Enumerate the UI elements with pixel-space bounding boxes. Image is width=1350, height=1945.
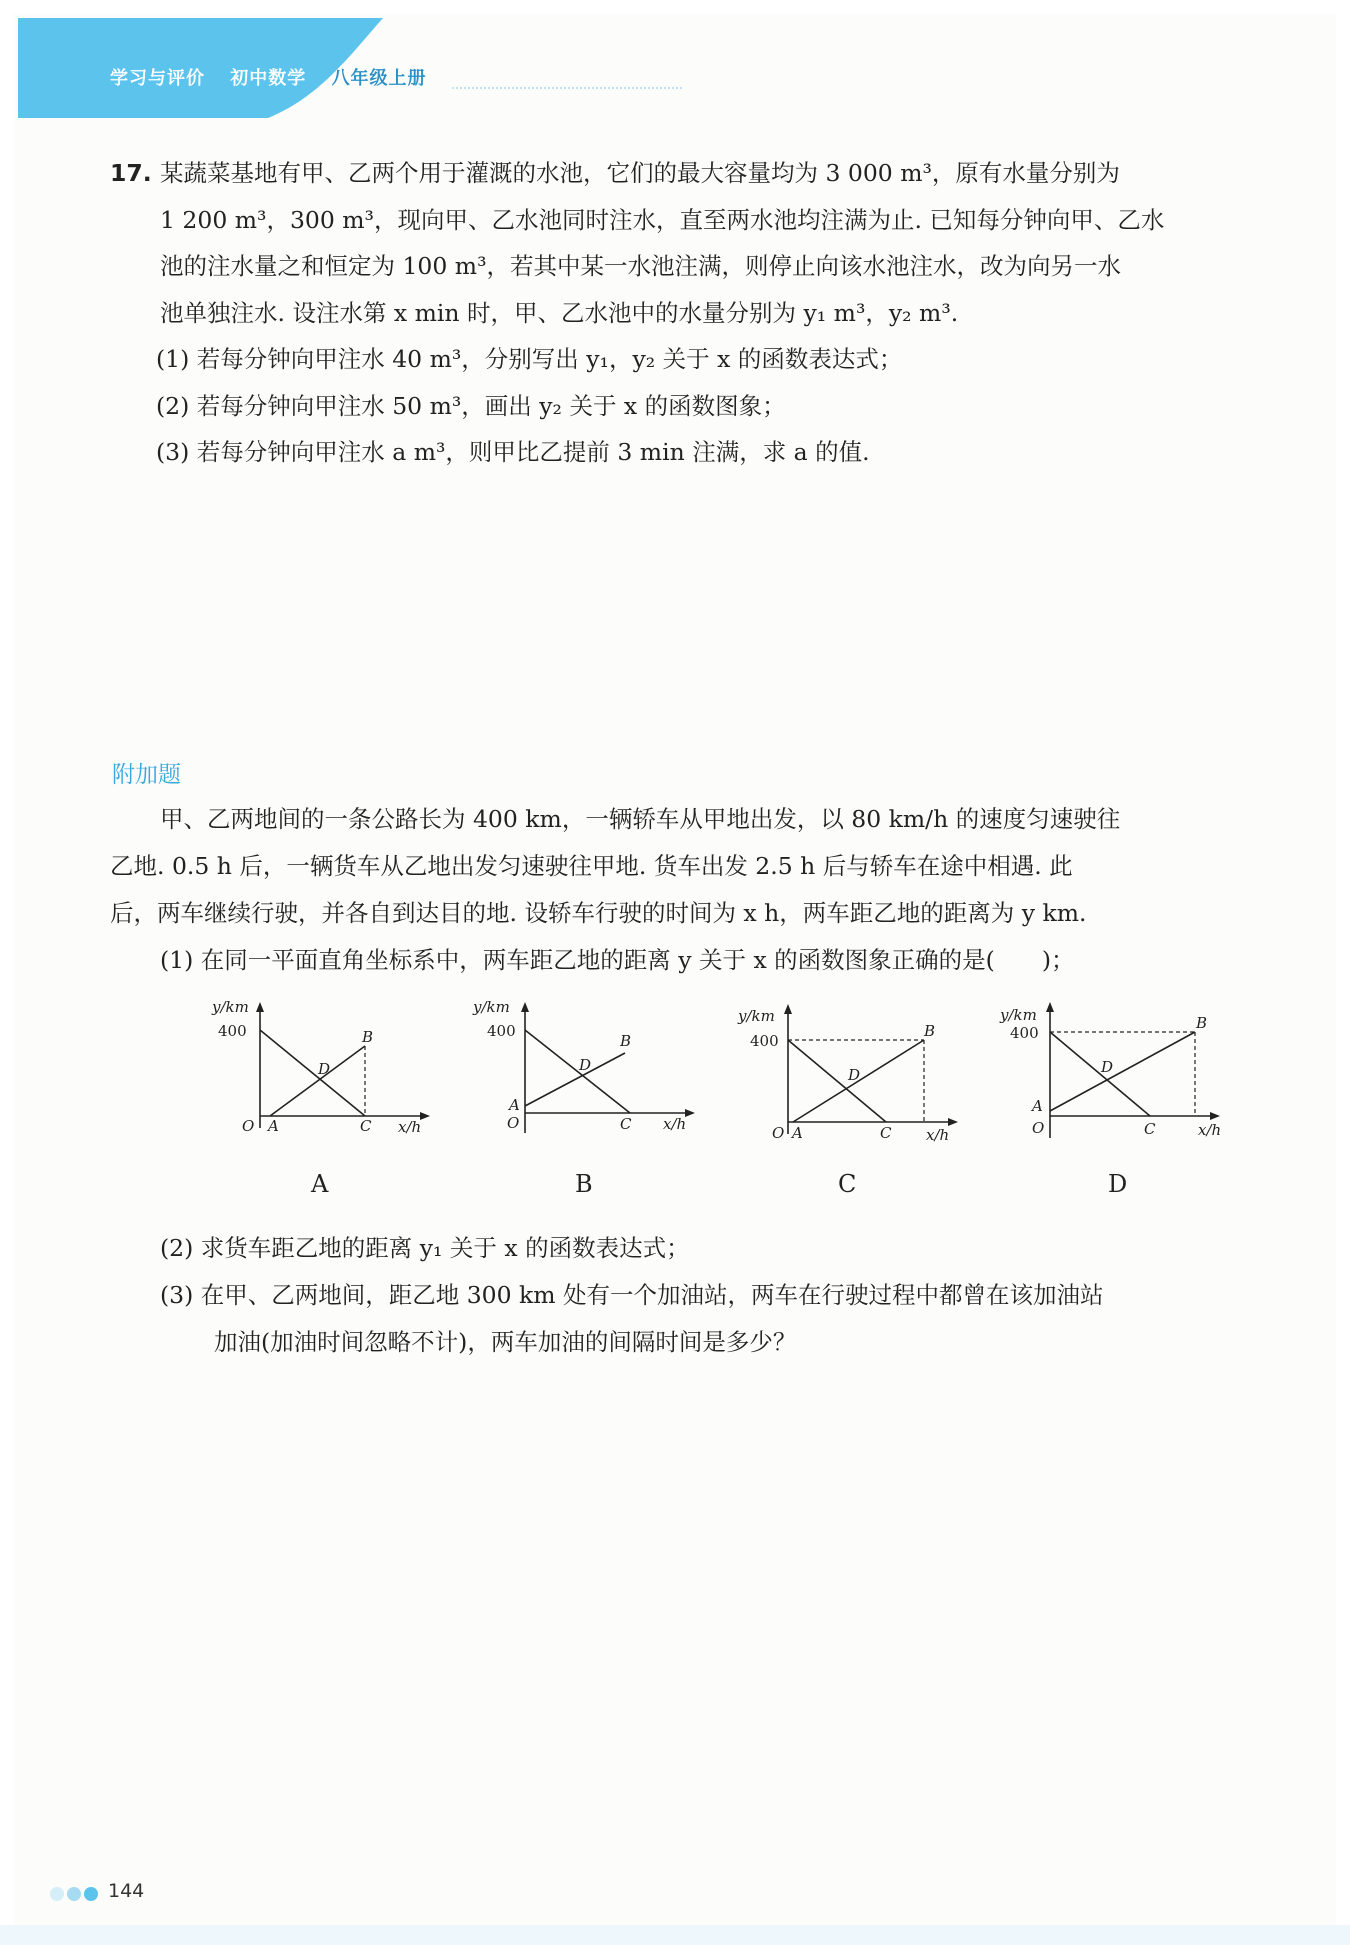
svg-text:400 bbox=[218, 1022, 247, 1040]
graph-option-d bbox=[990, 998, 1240, 1158]
point-c-label: C bbox=[620, 1115, 632, 1133]
question-part-2: (2) 若每分钟向甲注水 50 m³，画出 y₂ 关于 x 的函数图象； bbox=[156, 391, 786, 420]
question-part-1: (1) 若每分钟向甲注水 40 m³，分别写出 y₁，y₂ 关于 x 的函数表达式； bbox=[156, 345, 903, 373]
extra-title: 附加题 bbox=[112, 762, 181, 788]
footer-dots bbox=[50, 1886, 101, 1905]
car-line bbox=[788, 1040, 886, 1122]
point-d-label: D bbox=[848, 1066, 861, 1084]
option-label-c: C bbox=[838, 1170, 857, 1198]
extra-part-2: (2) 求货车距乙地的距离 y₁ 关于 x 的函数表达式； bbox=[160, 1234, 690, 1262]
tick-400: 400 bbox=[218, 1022, 247, 1040]
y-axis-label: y/km bbox=[738, 1007, 775, 1025]
point-d-label: D bbox=[579, 1056, 592, 1074]
svg-text:y/km bbox=[737, 1007, 775, 1025]
svg-text:400 bbox=[487, 1022, 516, 1040]
svg-text:C bbox=[360, 1117, 372, 1135]
svg-text:D bbox=[578, 1056, 591, 1074]
origin-label: O bbox=[507, 1114, 520, 1132]
svg-text:x/h bbox=[926, 1126, 949, 1144]
svg-text:y/km bbox=[211, 998, 249, 1016]
graph-option-a bbox=[200, 998, 450, 1158]
point-a-label: A bbox=[268, 1117, 279, 1135]
svg-text:C bbox=[620, 1115, 632, 1133]
point-a-label: A bbox=[792, 1124, 803, 1142]
svg-text:D bbox=[1100, 1058, 1113, 1076]
y-axis-label: y/km bbox=[212, 998, 249, 1016]
extra-line: 乙地. 0.5 h 后，一辆货车从乙地出发匀速驶往甲地. 货车出发 2.5 h 后与轿车在途中相遇. 此 bbox=[110, 852, 1073, 880]
svg-text:400 bbox=[750, 1032, 779, 1050]
point-d-label: D bbox=[1101, 1058, 1114, 1076]
svg-text:D bbox=[847, 1066, 860, 1084]
car-line bbox=[525, 1030, 630, 1113]
svg-text:O bbox=[772, 1124, 784, 1142]
question-part-3: (3) 若每分钟向甲注水 a m³，则甲比乙提前 3 min 注满，求 a 的值. bbox=[156, 438, 870, 466]
option-label-b: B bbox=[575, 1170, 593, 1198]
x-axis-label: x/h bbox=[926, 1126, 950, 1144]
point-a-label: A bbox=[1032, 1097, 1043, 1115]
x-axis-label: x/h bbox=[663, 1115, 687, 1133]
truck-line bbox=[1050, 1032, 1195, 1111]
point-b-label: B bbox=[924, 1022, 936, 1040]
point-a-label: A bbox=[509, 1096, 520, 1114]
question-line: 1 200 m³，300 m³，现向甲、乙水池同时注水，直至两水池均注满为止. 已知每分钟向甲、乙水 bbox=[160, 205, 1165, 234]
x-axis-label: x/h bbox=[1198, 1121, 1222, 1139]
question-line: 某蔬菜基地有甲、乙两个用于灌溉的水池，它们的最大容量均为 3 000 m³，原有水量分别为 bbox=[160, 159, 1120, 187]
tick-400: 400 bbox=[1010, 1024, 1039, 1042]
svg-text:B bbox=[361, 1028, 373, 1046]
point-b-label: B bbox=[620, 1032, 632, 1050]
svg-text:B bbox=[923, 1022, 935, 1040]
header-dotted-line bbox=[452, 87, 682, 89]
svg-text:A bbox=[507, 1096, 520, 1114]
svg-text:400 bbox=[1010, 1024, 1039, 1042]
svg-text:D bbox=[317, 1060, 330, 1078]
graph-option-c bbox=[728, 998, 978, 1158]
svg-text:y/km bbox=[472, 998, 510, 1016]
x-axis-label: x/h bbox=[398, 1118, 422, 1136]
svg-text:x/h bbox=[1198, 1121, 1221, 1139]
header-grade: 八年级上册 bbox=[331, 68, 427, 89]
svg-text:x/h bbox=[398, 1118, 421, 1136]
extra-line: 甲、乙两地间的一条公路长为 400 km，一辆轿车从甲地出发，以 80 km/h 的速度匀速驶往 bbox=[160, 805, 1121, 833]
origin-label: O bbox=[242, 1117, 255, 1135]
question-17 bbox=[110, 150, 1240, 476]
page-number: 144 bbox=[108, 1880, 145, 1902]
point-c-label: C bbox=[360, 1117, 372, 1135]
header-subject: 初中数学 bbox=[230, 68, 307, 89]
graph-option-b bbox=[465, 998, 715, 1158]
svg-text:A bbox=[790, 1124, 803, 1142]
point-b-label: B bbox=[1196, 1014, 1208, 1032]
header-book: 学习与评价 bbox=[110, 68, 205, 89]
svg-text:C bbox=[1144, 1120, 1156, 1138]
point-b-label: B bbox=[362, 1028, 374, 1046]
origin-label: O bbox=[1032, 1119, 1045, 1137]
point-c-label: C bbox=[1144, 1120, 1156, 1138]
header-text bbox=[110, 64, 445, 90]
tick-400: 400 bbox=[750, 1032, 779, 1050]
option-label-d: D bbox=[1108, 1170, 1128, 1198]
svg-text:O bbox=[242, 1117, 254, 1135]
origin-label: O bbox=[772, 1124, 785, 1142]
question-line: 池单独注水. 设注水第 x min 时，甲、乙水池中的水量分别为 y₁ m³，y₂ m³. bbox=[160, 298, 959, 327]
bottom-band bbox=[0, 1925, 1350, 1945]
svg-text:x/h bbox=[663, 1115, 686, 1133]
extra-question bbox=[110, 796, 1240, 984]
y-axis-label: y/km bbox=[473, 998, 510, 1016]
point-d-label: D bbox=[318, 1060, 331, 1078]
tick-400: 400 bbox=[487, 1022, 516, 1040]
svg-text:C bbox=[880, 1124, 892, 1142]
svg-text:B bbox=[1195, 1014, 1207, 1032]
extra-part-3: (3) 在甲、乙两地间，距乙地 300 km 处有一个加油站，两车在行驶过程中都曾在该加油站 bbox=[160, 1281, 1104, 1309]
point-c-label: C bbox=[880, 1124, 892, 1142]
svg-text:B bbox=[619, 1032, 631, 1050]
question-number: 17. bbox=[110, 159, 152, 187]
extra-part-3-cont: 加油(加油时间忽略不计)，两车加油的间隔时间是多少？ bbox=[214, 1328, 797, 1356]
svg-text:O bbox=[507, 1114, 519, 1132]
car-line bbox=[260, 1030, 365, 1116]
svg-text:y/km bbox=[999, 1006, 1037, 1024]
truck-line bbox=[270, 1046, 365, 1116]
extra-part-1: (1) 在同一平面直角坐标系中，两车距乙地的距离 y 关于 x 的函数图象正确的是( )； bbox=[160, 946, 1075, 974]
option-label-a: A bbox=[311, 1170, 329, 1198]
extra-question-remaining bbox=[110, 1225, 1240, 1366]
svg-text:A bbox=[266, 1117, 279, 1135]
question-line: 池的注水量之和恒定为 100 m³，若其中某一水池注满，则停止向该水池注水，改为向另一水 bbox=[160, 252, 1121, 280]
svg-text:O bbox=[1032, 1119, 1044, 1137]
extra-line: 后，两车继续行驶，并各自到达目的地. 设轿车行驶的时间为 x h，两车距乙地的距离为 y km. bbox=[110, 899, 1087, 927]
svg-text:A bbox=[1030, 1097, 1043, 1115]
y-axis-label: y/km bbox=[1000, 1006, 1037, 1024]
